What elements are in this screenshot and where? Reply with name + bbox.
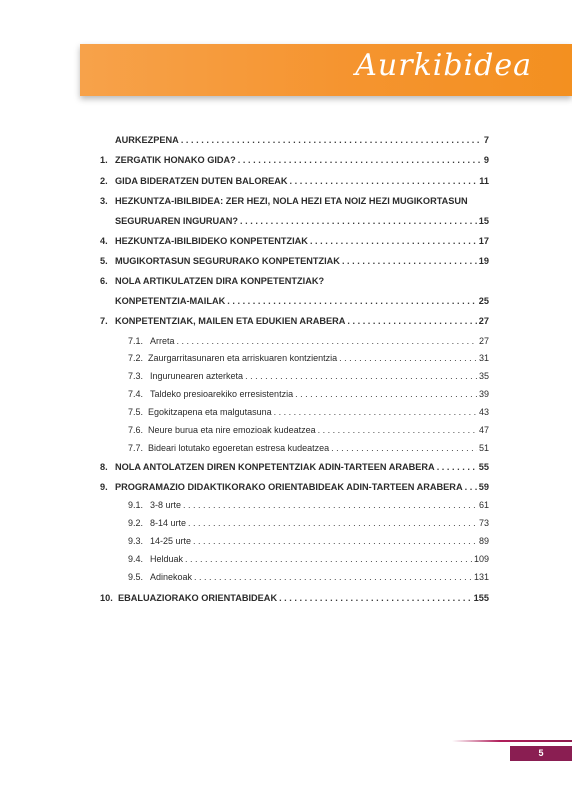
toc-entry-label: PROGRAMAZIO DIDAKTIKORAKO ORIENTABIDEAK ADIN-TARTEEN ARABERA bbox=[115, 482, 463, 492]
toc-entry-page: 155 bbox=[473, 593, 489, 603]
toc-entry-label: NOLA ARTIKULATZEN DIRA KONPETENTZIAK? bbox=[115, 276, 325, 286]
toc-entry-7-4[interactable] bbox=[128, 387, 489, 401]
dot-leader bbox=[185, 552, 472, 566]
toc-entry-label: HEZKUNTZA-IBILBIDEKO KONPETENTZIAK bbox=[115, 236, 308, 246]
toc-entry-page: 31 bbox=[478, 353, 489, 363]
toc-entry-page: 43 bbox=[478, 407, 489, 417]
toc-entry-7-2[interactable] bbox=[128, 351, 489, 365]
toc-entry-label: SEGURUAREN INGURUAN? bbox=[115, 216, 239, 226]
toc-entry-label: Neure burua eta nire emozioak kudeatzea bbox=[148, 425, 316, 435]
toc-entry-label: Bideari lotutako egoeretan estresa kudeatzea bbox=[148, 443, 330, 453]
toc-entry-9-3[interactable] bbox=[128, 534, 489, 548]
toc-entry-number: 7.3. bbox=[128, 371, 144, 381]
toc-entry-label: 3-8 urte bbox=[150, 500, 182, 510]
toc-entry-page: 25 bbox=[478, 296, 489, 306]
toc-entry-label: HEZKUNTZA-IBILBIDEA: ZER HEZI, NOLA HEZI ETA NOIZ HEZI MUGIKORTASUN bbox=[115, 196, 468, 206]
toc-entry-number: 9.5. bbox=[128, 572, 144, 582]
toc-entry-page: 19 bbox=[478, 256, 489, 266]
toc-entry-label: KONPETENTZIAK, MAILEN ETA EDUKIEN ARABERA bbox=[115, 316, 346, 326]
toc-entry-label: ZERGATIK HONAKO GIDA? bbox=[115, 155, 236, 165]
toc-entry-number: 7.6. bbox=[128, 425, 144, 435]
toc-entry-number: 7.4. bbox=[128, 389, 144, 399]
toc-entry-page: 17 bbox=[478, 236, 489, 246]
toc-entry-page: 89 bbox=[478, 536, 489, 546]
toc-entry-3-cont[interactable] bbox=[115, 214, 489, 228]
dot-leader bbox=[342, 254, 477, 268]
toc-entry-7-1[interactable] bbox=[128, 334, 489, 348]
toc-entry-page: 9 bbox=[483, 155, 489, 165]
toc-entry-10[interactable] bbox=[100, 591, 489, 605]
toc-entry-label: Helduak bbox=[150, 554, 184, 564]
toc-entry-number: 7.5. bbox=[128, 407, 144, 417]
toc-entry-8[interactable] bbox=[100, 460, 489, 474]
toc-entry-number: 9.4. bbox=[128, 554, 144, 564]
toc-entry-label: GIDA BIDERATZEN DUTEN BALOREAK bbox=[115, 176, 288, 186]
toc-entry-page: 61 bbox=[478, 500, 489, 510]
toc-entry-label: 8-14 urte bbox=[150, 518, 187, 528]
toc-entry-7[interactable] bbox=[100, 314, 489, 328]
toc-entry-9-5[interactable] bbox=[128, 570, 489, 584]
dot-leader bbox=[245, 369, 477, 383]
toc-entry-7-7[interactable] bbox=[128, 441, 489, 455]
toc-entry-aurkezpena[interactable] bbox=[115, 133, 489, 147]
page-title: Aurkibidea bbox=[355, 48, 532, 83]
toc-entry-number: 9. bbox=[100, 482, 108, 492]
dot-leader bbox=[290, 174, 478, 188]
toc-entry-4[interactable] bbox=[100, 234, 489, 248]
toc-entry-7-6[interactable] bbox=[128, 423, 489, 437]
toc-entry-6[interactable] bbox=[100, 274, 489, 288]
dot-leader bbox=[465, 480, 477, 494]
toc-entry-number: 7.1. bbox=[128, 336, 144, 346]
toc-entry-page: 51 bbox=[478, 443, 489, 453]
toc-entry-page: 15 bbox=[478, 216, 489, 226]
footer-accent-line bbox=[452, 740, 572, 742]
toc-entry-page: 27 bbox=[478, 316, 489, 326]
toc-entry-6-cont[interactable] bbox=[115, 294, 489, 308]
toc-entry-9-1[interactable] bbox=[128, 498, 489, 512]
toc-entry-page: 39 bbox=[478, 389, 489, 399]
toc-entry-page: 35 bbox=[478, 371, 489, 381]
toc-entry-page: 109 bbox=[473, 554, 489, 564]
toc-entry-7-5[interactable] bbox=[128, 405, 489, 419]
toc-entry-7-3[interactable] bbox=[128, 369, 489, 383]
toc-entry-label: Adinekoak bbox=[150, 572, 193, 582]
dot-leader bbox=[188, 516, 477, 530]
toc-entry-label: Zaurgarritasunaren eta arriskuaren kontzientzia bbox=[148, 353, 338, 363]
toc-entry-label: AURKEZPENA bbox=[115, 135, 179, 145]
toc-entry-number: 3. bbox=[100, 196, 108, 206]
toc-entry-number: 2. bbox=[100, 176, 108, 186]
toc-entry-page: 131 bbox=[473, 572, 489, 582]
dot-leader bbox=[295, 387, 477, 401]
toc-entry-label: Arreta bbox=[150, 336, 175, 346]
dot-leader bbox=[194, 570, 472, 584]
toc-entry-number: 8. bbox=[100, 462, 108, 472]
toc-entry-number: 9.2. bbox=[128, 518, 144, 528]
toc-entry-page: 7 bbox=[483, 135, 489, 145]
dot-leader bbox=[193, 534, 477, 548]
dot-leader bbox=[183, 498, 477, 512]
header-banner bbox=[80, 44, 572, 96]
toc-entry-number: 7.7. bbox=[128, 443, 144, 453]
toc-entry-page: 27 bbox=[478, 336, 489, 346]
toc-entry-9-4[interactable] bbox=[128, 552, 489, 566]
toc-entry-label: NOLA ANTOLATZEN DIREN KONPETENTZIAK ADIN-TARTEEN ARABERA bbox=[115, 462, 435, 472]
dot-leader bbox=[240, 214, 477, 228]
toc-entry-number: 1. bbox=[100, 155, 108, 165]
toc-entry-2[interactable] bbox=[100, 174, 489, 188]
toc-entry-number: 9.3. bbox=[128, 536, 144, 546]
page-number-badge: 5 bbox=[510, 746, 572, 761]
dot-leader bbox=[331, 441, 477, 455]
toc-entry-number: 9.1. bbox=[128, 500, 144, 510]
toc-entry-label: KONPETENTZIA-MAILAK bbox=[115, 296, 226, 306]
toc-entry-5[interactable] bbox=[100, 254, 489, 268]
toc-entry-page: 59 bbox=[478, 482, 489, 492]
toc-entry-number: 10. bbox=[100, 593, 113, 603]
toc-entry-number: 7. bbox=[100, 316, 108, 326]
toc-entry-page: 73 bbox=[478, 518, 489, 528]
toc-entry-1[interactable] bbox=[100, 153, 489, 167]
toc-entry-9[interactable] bbox=[100, 480, 489, 494]
toc-entry-number: 4. bbox=[100, 236, 108, 246]
toc-entry-label: 14-25 urte bbox=[150, 536, 192, 546]
toc-entry-label: MUGIKORTASUN SEGURURAKO KONPETENTZIAK bbox=[115, 256, 340, 266]
toc-entry-label: Egokitzapena eta malgutasuna bbox=[148, 407, 272, 417]
toc-entry-3[interactable] bbox=[100, 194, 489, 208]
dot-leader bbox=[177, 334, 477, 348]
toc-entry-number: 6. bbox=[100, 276, 108, 286]
dot-leader bbox=[339, 351, 477, 365]
toc-entry-page: 55 bbox=[478, 462, 489, 472]
toc-entry-label: Ingurunearen azterketa bbox=[150, 371, 244, 381]
toc-entry-number: 5. bbox=[100, 256, 108, 266]
dot-leader bbox=[318, 423, 477, 437]
toc-entry-page: 47 bbox=[478, 425, 489, 435]
toc-entry-number: 7.2. bbox=[128, 353, 144, 363]
dot-leader bbox=[238, 153, 482, 167]
dot-leader bbox=[227, 294, 477, 308]
toc-entry-page: 11 bbox=[479, 176, 489, 186]
dot-leader bbox=[310, 234, 477, 248]
dot-leader bbox=[181, 133, 482, 147]
toc-entry-label: Taldeko presioarekiko erresistentzia bbox=[150, 389, 294, 399]
dot-leader bbox=[437, 460, 477, 474]
toc-entry-9-2[interactable] bbox=[128, 516, 489, 530]
dot-leader bbox=[279, 591, 472, 605]
toc-entry-label: EBALUAZIORAKO ORIENTABIDEAK bbox=[118, 593, 278, 603]
dot-leader bbox=[347, 314, 476, 328]
dot-leader bbox=[274, 405, 477, 419]
